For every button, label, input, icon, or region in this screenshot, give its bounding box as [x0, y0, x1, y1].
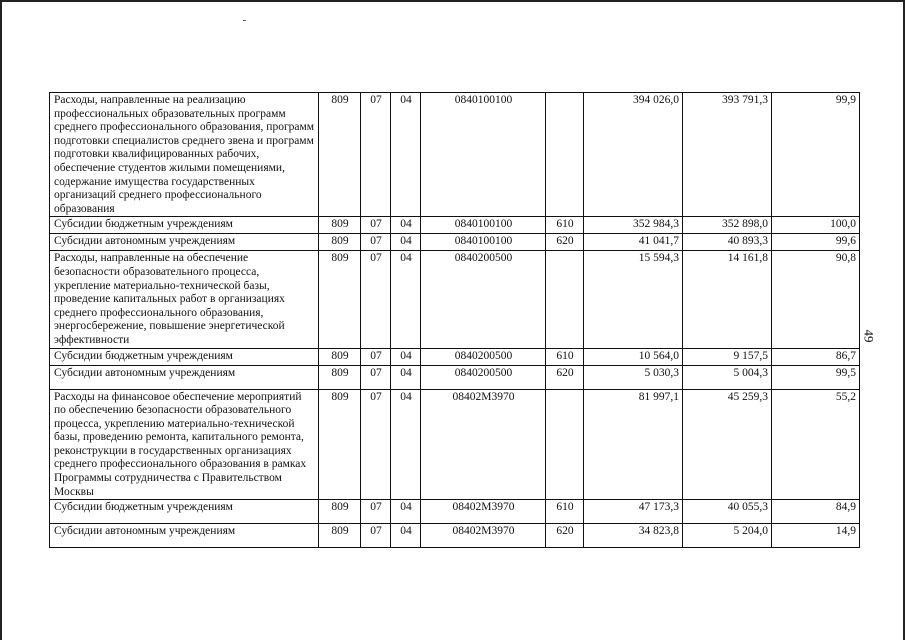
row-ministry: 809: [319, 500, 361, 524]
row-subsection: 04: [391, 524, 421, 548]
row-description: Субсидии автономным учреждениям: [50, 365, 319, 389]
row-section: 07: [361, 500, 391, 524]
table-row-program-3: [50, 389, 860, 500]
row-subsection: 04: [391, 389, 421, 500]
table-row: [50, 524, 860, 548]
row-percent: 14,9: [772, 524, 860, 548]
scan-speck: [243, 20, 246, 21]
row-executed: 5 204,0: [683, 524, 772, 548]
row-executed: 40 893,3: [683, 234, 772, 251]
row-subsection: 04: [391, 251, 421, 348]
row-approved: 394 026,0: [584, 93, 683, 217]
row-expense-type: 620: [546, 365, 584, 389]
row-subsection: 04: [391, 93, 421, 217]
row-executed: 14 161,8: [683, 251, 772, 348]
row-percent: 55,2: [772, 389, 860, 500]
row-expense-type: [546, 389, 584, 500]
row-percent: 99,5: [772, 365, 860, 389]
row-subsection: 04: [391, 234, 421, 251]
row-ministry: 809: [319, 365, 361, 389]
row-target-article: 08402М3970: [421, 500, 546, 524]
row-percent: 99,6: [772, 234, 860, 251]
row-executed: 40 055,3: [683, 500, 772, 524]
table-row-program-2: [50, 251, 860, 348]
row-description: Расходы, направленные на реализацию профессиональных образовательных программ среднего профессионального образования, программ подготовки специалистов среднего звена и программ подготовки квалифицированных рабочих, обеспечение студентов жилыми помещениями, содержание имущества государственных организаций среднего профессионального образования: [50, 93, 319, 217]
row-executed: 45 259,3: [683, 389, 772, 500]
table-row-program-1: [50, 93, 860, 217]
row-ministry: 809: [319, 217, 361, 234]
row-section: 07: [361, 389, 391, 500]
row-section: 07: [361, 348, 391, 365]
row-description: Субсидии бюджетным учреждениям: [50, 348, 319, 365]
row-executed: 352 898,0: [683, 217, 772, 234]
row-section: 07: [361, 234, 391, 251]
table-row: [50, 500, 860, 524]
row-target-article: 08402М3970: [421, 524, 546, 548]
row-section: 07: [361, 365, 391, 389]
row-section: 07: [361, 217, 391, 234]
table-row: [50, 217, 860, 234]
scan-edge-left: [0, 0, 2, 640]
row-expense-type: [546, 251, 584, 348]
row-description: Субсидии автономным учреждениям: [50, 234, 319, 251]
table-row: [50, 365, 860, 389]
row-executed: 9 157,5: [683, 348, 772, 365]
row-percent: 100,0: [772, 217, 860, 234]
row-expense-type: 620: [546, 234, 584, 251]
row-ministry: 809: [319, 234, 361, 251]
row-approved: 15 594,3: [584, 251, 683, 348]
row-target-article: 0840200500: [421, 348, 546, 365]
row-approved: 81 997,1: [584, 389, 683, 500]
row-approved: 352 984,3: [584, 217, 683, 234]
row-target-article: 0840100100: [421, 93, 546, 217]
table-row: [50, 348, 860, 365]
row-executed: 393 791,3: [683, 93, 772, 217]
row-target-article: 08402М3970: [421, 389, 546, 500]
row-expense-type: [546, 93, 584, 217]
row-subsection: 04: [391, 348, 421, 365]
row-description: Расходы, направленные на обеспечение безопасности образовательного процесса, укрепление материально-технической базы, проведение капитальных работ в организациях среднего профессионального образования, энергосбережение, повышение энергетической эффективности: [50, 251, 319, 348]
page-number: 49: [861, 329, 877, 343]
budget-table: [49, 92, 860, 548]
row-ministry: 809: [319, 389, 361, 500]
row-ministry: 809: [319, 348, 361, 365]
row-target-article: 0840100100: [421, 217, 546, 234]
row-target-article: 0840200500: [421, 365, 546, 389]
row-expense-type: 620: [546, 524, 584, 548]
row-description: Расходы на финансовое обеспечение мероприятий по обеспечению безопасности образовательного процесса, укреплению материально-технической базы, проведению ремонта, капитального ремонта, реконструкции в государственных организациях среднего профессионального образования в рамках Программы сотрудничества с Правительством Москвы: [50, 389, 319, 500]
row-target-article: 0840200500: [421, 251, 546, 348]
row-percent: 84,9: [772, 500, 860, 524]
row-description: Субсидии бюджетным учреждениям: [50, 217, 319, 234]
row-subsection: 04: [391, 365, 421, 389]
row-approved: 34 823,8: [584, 524, 683, 548]
row-ministry: 809: [319, 251, 361, 348]
row-approved: 5 030,3: [584, 365, 683, 389]
row-expense-type: 610: [546, 348, 584, 365]
row-description: Субсидии автономным учреждениям: [50, 524, 319, 548]
table-row: [50, 234, 860, 251]
row-percent: 90,8: [772, 251, 860, 348]
row-subsection: 04: [391, 217, 421, 234]
row-approved: 41 041,7: [584, 234, 683, 251]
row-approved: 47 173,3: [584, 500, 683, 524]
row-percent: 99,9: [772, 93, 860, 217]
row-subsection: 04: [391, 500, 421, 524]
row-approved: 10 564,0: [584, 348, 683, 365]
row-ministry: 809: [319, 524, 361, 548]
row-percent: 86,7: [772, 348, 860, 365]
row-ministry: 809: [319, 93, 361, 217]
row-expense-type: 610: [546, 500, 584, 524]
row-expense-type: 610: [546, 217, 584, 234]
row-description: Субсидии бюджетным учреждениям: [50, 500, 319, 524]
row-section: 07: [361, 524, 391, 548]
row-executed: 5 004,3: [683, 365, 772, 389]
scan-edge-top: [0, 0, 905, 2]
row-section: 07: [361, 251, 391, 348]
row-section: 07: [361, 93, 391, 217]
row-target-article: 0840100100: [421, 234, 546, 251]
